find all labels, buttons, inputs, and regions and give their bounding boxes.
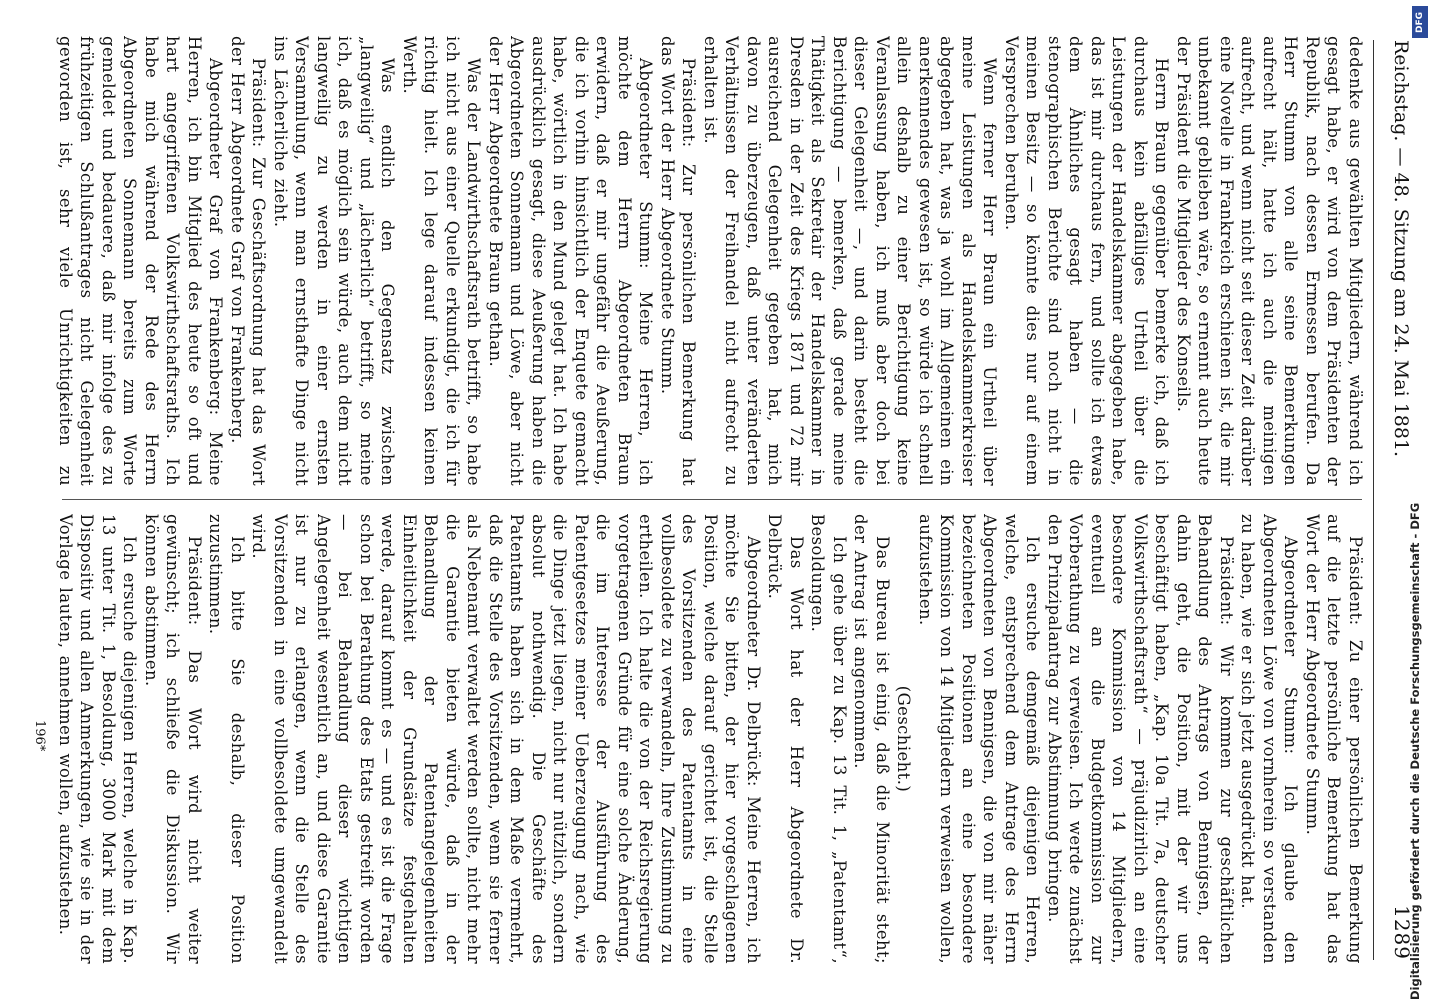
paragraph: Ich ersuche demgemäß diejenigen Herren, welche, entsprechend dem Antrage des Herrn Abgeordneten von Bennigsen, die von mir näher bezeichneten Positionen an eine besondere Kommission von 14 Mitgliedern verweisen wollen, aufzustehen.: [916, 514, 1043, 964]
paragraph: Was endlich den Gegensatz zwischen „langweilig“ und „lächerlich“ betrifft, so meine ich, daß es möglich sein würde, auch dem nicht langweilig zu werden in einer ernsten Versammlung, wenn man ernsthafte Dinge nicht ins Lächerliche zieht.: [271, 36, 398, 486]
paragraph: Ich bitte Sie deshalb, dieser Position zuzustimmen.: [206, 514, 247, 964]
left-column: [56, 36, 1366, 486]
paragraph: Das Wort hat der Herr Abgeordnete Dr. Delbrück.: [765, 514, 806, 964]
paragraph: Abgeordneter Stumm: Meine Herren, ich möchte dem Herrn Abgeordneten Braun erwidern, daß er mir ungefähr die Aeußerung, die ich vorhin hinsichtlich der Enquete gemacht habe, wörtlich in den Mund gelegt hat. Ich habe ausdrücklich gesagt, diese Aeußerung haben die Abgeordneten Sonnemann und Löwe, aber nicht der Herr Abgeordnete Braun gethan.: [486, 36, 656, 486]
paragraph: Herrn Braun gegenüber bemerke ich, daß ich durchaus kein abfälliges Urtheil über die Leistungen der Handelskammer abgegeben habe, das ist mir durchaus fern, und sollte ich etwas dem Ähnliches gesagt haben — die stenographischen Berichte sind noch nicht in meinen Besitz — so könnte dies nur auf einem Versprechen beruhen.: [1002, 36, 1172, 486]
paragraph: Präsident: Wir kommen zur geschäftlichen Behandlung des Antrags von Bennigsen, der dahin geht, die Position, mit der wir uns beschäftigt haben, „Kap. 10a Tit. 7a, deutscher Volkswirthschaftsrath“ — präjudizirlich an eine besondere Kommission von 14 Mitgliedern, eventuell an die Budgetkommission zur Vorberathung zu verweisen. Ich werde zunächst den Prinzipalantrag zur Abstimmung bringen.: [1045, 514, 1236, 964]
funding-notice: Digitalisierung gefördert durch die Deutsche Forschungsgemeinschaft - DFG: [1408, 502, 1422, 1000]
paragraph: Abgeordneter Stumm: Ich glaube den Abgeordneten Löwe von vornherein so verstanden zu haben, wie er sich jetzt ausgedrückt hat.: [1238, 514, 1301, 964]
paragraph: Was der Landwirthschaftsrath betrifft, so habe ich nicht aus einer Quelle erkundigt, die ich für richtig hielt. Ich lege darauf indessen keinen Werth.: [400, 36, 484, 486]
paragraph: Präsident: Zur Geschäftsordnung hat das Wort der Herr Abgeordnete Graf von Frankenberg.: [228, 36, 269, 486]
right-column: [56, 514, 1366, 964]
stage-direction: (Geschieht.): [894, 685, 914, 793]
dfg-sidebar: [1408, 0, 1432, 1000]
dfg-logo: DFG: [1412, 6, 1428, 38]
column-divider: [62, 499, 1362, 500]
paragraph: Ich ersuche diejenigen Herren, welche in Kap. 13 unter Tit. 1, Besoldung, 3000 Mark mit dem Dispositiv und allen Anmerkungen, wie sie in der Vorlage lauten, annehmen wollen, aufzustehen.: [56, 514, 140, 964]
footnote-signature: 196*: [32, 720, 47, 752]
session-title: Reichstag. — 48. Sitzung am 24. Mai 1881.: [1390, 40, 1412, 458]
paragraph: Ich gehe über zu Kap. 13 Tit. 1, „Patentamt“, Besoldungen.: [808, 514, 849, 964]
paragraph: Präsident: Das Wort wird nicht weiter gewünscht; ich schließe die Diskussion. Wir können abstimmen.: [142, 514, 204, 964]
paragraph: Präsident: Zur persönlichen Bemerkung hat das Wort der Herr Abgeordnete Stumm.: [658, 36, 699, 486]
paragraph: Präsident: Zu einer persönlichen Bemerkung auf die letzte persönliche Bemerkung hat das Wort der Herr Abgeordnete Stumm.: [1303, 514, 1365, 964]
paragraph: dedenke aus gewählten Mitgliedern, während ich gesagt habe, er wird von dem Präsidenten der Republik, nach dessen Ermessen berufen. Da Herr Stumm von alle seine Bemerkungen aufrecht hält, hatte ich auch die meinigen aufrecht, und wenn nicht seit dieser Zeit darüber eine Novelle in Frankreich erschienen ist, die mir unbekannt geblieben wäre, so ernennt auch heute der Präsident die Mitglieder des Konseils.: [1174, 36, 1365, 486]
paragraph: Abgeordneter Dr. Delbrück: Meine Herren, ich möchte Sie bitten, der hier vorgeschlagenen Position, welche darauf gerichtet ist, die Stelle des Vorsitzenden des Patentamts in eine vollbesoldete zu verwandeln, Ihre Zustimmung zu ertheilen. Ich halte die von der Reichsregierung vorgetragenen Gründe für eine solche Änderung, die im Interesse der Ausführung des Patentgesetzes meiner Ueberzeugung nach, wie die Dinge jetzt liegen, nicht nur nützlich, sondern absolut nothwendig. Die Geschäfte des Patentamts haben sich in dem Maße vermehrt, daß die Stelle des Vorsitzenden, wenn sie ferner als Nebenamt verwaltet werden sollte, nicht mehr die Garantie bieten würde, daß in der Behandlung der Patentangelegenheiten Einheitlichkeit der Grundsätze festgehalten werde, darauf kommt es — und es ist die Frage schon bei Berathung des Etats gestreift worden — bei Behandlung dieser wichtigen Angelegenheit wesentlich an, und diese Garantie ist nur zu erlangen, wenn die Stelle des Vorsitzenden in eine vollbesoldete umgewandelt wird.: [249, 514, 763, 964]
paragraph: Abgeordneter Graf von Frankenberg: Meine Herren, ich bin Mitglied des heute so oft und hart angegriffenen Volkswirthschaftsraths. Ich habe mich während der Rede des Herrn Abgeordneten Sonnemann bereits zum Worte gemeldet und bedauere, daß mir infolge des zu frühzeitigen Schlußantrages nicht Gelegenheit geworden ist, sehr viele Unrichtigkeiten zu: [56, 36, 226, 486]
paragraph: Wenn ferner Herr Braun ein Urtheil über meine Leistungen als Handelskammerkreiser abgegeben hat, was ja wohl im Allgemeinen ein anerkennendes gewesen ist, so würde ich schnell allein deshalb zu einer Berichtigung keine Veranlassung haben, ich muß aber doch bei dieser Gelegenheit —, und darin besteht die Berichtigung — bemerken, daß gerade meine Thätigkeit als Sekretair der Handelskammer in Dresden in der Zeit des Kriegs 1871 und 72 mir ausreichend Gelegenheit gegeben hat, mich davon zu überzeugen, daß unter veränderten Verhältnissen der Freihandel nicht aufrecht zu erhalten ist.: [701, 36, 1000, 486]
paragraph: Das Bureau ist einig, daß die Minorität steht; der Antrag ist angenommen.: [851, 514, 892, 964]
page-number: 1289: [1390, 905, 1414, 960]
